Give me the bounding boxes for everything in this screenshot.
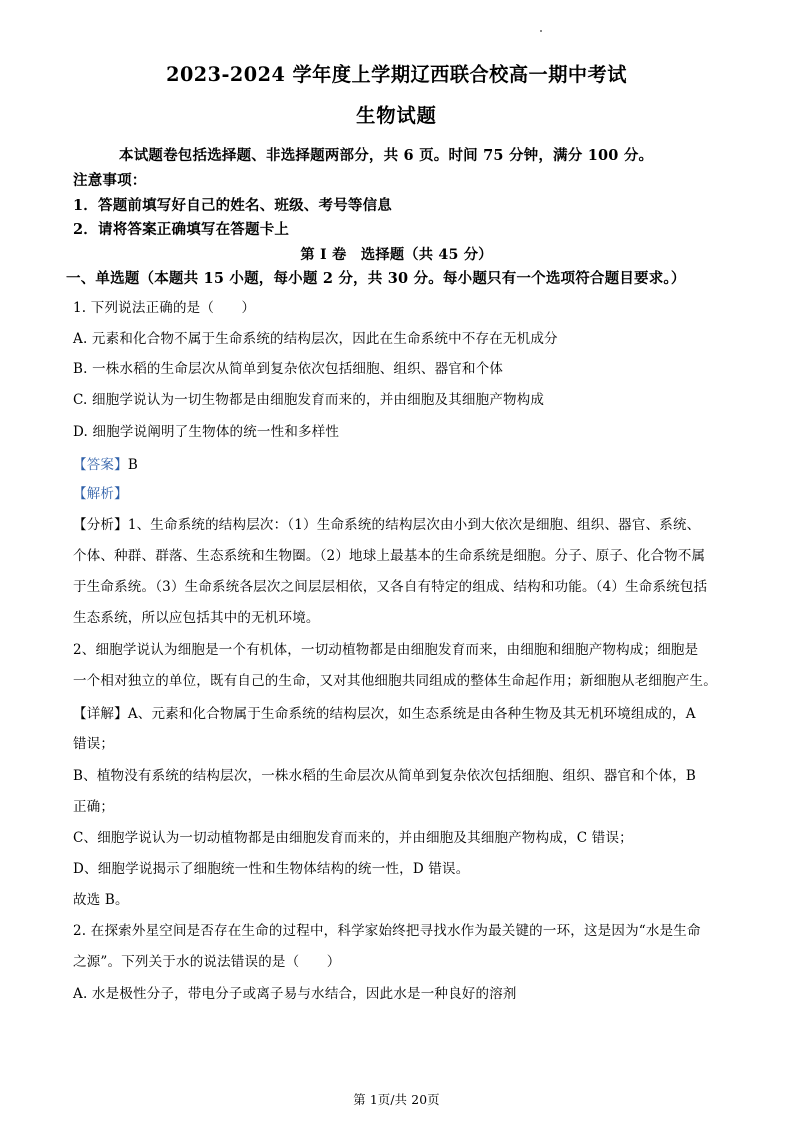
question-1-option-c: C. 细胞学说认为一切生物都是由细胞发育而来的，并由细胞及其细胞产物构成 bbox=[73, 392, 545, 408]
detail-line: B、植物没有系统的结构层次，一株水稻的生命层次从简单到复杂依次包括细胞、组织、器官和个体，B bbox=[73, 768, 697, 784]
page-number: 第 1页/共 20页 bbox=[353, 1093, 440, 1107]
answer-value: B bbox=[127, 457, 138, 473]
answer-line bbox=[73, 456, 138, 474]
analysis-line: 于生命系统。（3）生命系统各层次之间层层相依，又各自有特定的组成、结构和功能。（4）生命系统包括 bbox=[73, 579, 708, 595]
question-1-option-d: D. 细胞学说阐明了生物体的统一性和多样性 bbox=[73, 424, 340, 440]
question-2-stem: 之源”。下列关于水的说法错误的是（ ） bbox=[73, 954, 341, 970]
question-2-option-a: A. 水是极性分子，带电分子或离子易与水结合，因此水是一种良好的溶剂 bbox=[73, 986, 517, 1002]
detail-line: 正确； bbox=[73, 799, 115, 815]
analysis-label: 【分析】 bbox=[73, 517, 128, 533]
detail-line: D、细胞学说揭示了细胞统一性和生物体结构的统一性，D 错误。 bbox=[73, 861, 470, 877]
answer-tag: 【答案】 bbox=[73, 457, 128, 473]
exam-title: 2023-2024 学年度上学期辽西联合校高一期中考试 bbox=[166, 63, 627, 86]
section-title: 第 I 卷 选择题（共 45 分） bbox=[300, 247, 493, 263]
detail-line: 故选 B。 bbox=[73, 892, 129, 908]
exam-intro: 本试题卷包括选择题、非选择题两部分，共 6 页。时间 75 分钟，满分 100 分。 bbox=[119, 147, 654, 164]
note-item: 2．请将答案正确填写在答题卡上 bbox=[73, 221, 290, 238]
detail-line: 【详解】A、元素和化合物属于生命系统的结构层次，如生态系统是由各种生物及其无机环境组成的，A bbox=[73, 706, 696, 722]
question-2-stem: 2. 在探索外星空间是否存在生命的过程中，科学家始终把寻找水作为最关键的一环，这是因为“水是生命 bbox=[73, 923, 701, 939]
part-title: 一、单选题（本题共 15 小题，每小题 2 分，共 30 分。每小题只有一个选项符合题目要求。） bbox=[66, 270, 686, 287]
question-1-option-a: A. 元素和化合物不属于生命系统的结构层次，因此在生命系统中不存在无机成分 bbox=[73, 331, 558, 347]
notes-heading: 注意事项： bbox=[73, 172, 147, 189]
analysis-line: 【分析】1、生命系统的结构层次：（1）生命系统的结构层次由小到大依次是细胞、组织、器官、系统、 bbox=[73, 517, 701, 533]
analysis-line: 个体、种群、群落、生态系统和生物圈。（2）地球上最基本的生命系统是细胞。分子、原子、化合物不属 bbox=[73, 548, 706, 564]
analysis-line: 一个相对独立的单位，既有自己的生命，又对其他细胞共同组成的整体生命起作用；新细胞从老细胞产生。 bbox=[73, 673, 717, 689]
scan-dot bbox=[540, 30, 542, 32]
analysis-line: 2、细胞学说认为细胞是一个有机体，一切动植物都是由细胞发育而来，由细胞和细胞产物构成；细胞是 bbox=[73, 642, 699, 658]
analysis-tag: 【解析】 bbox=[73, 486, 128, 502]
note-item: 1．答题前填写好自己的姓名、班级、考号等信息 bbox=[73, 197, 392, 214]
question-1-option-b: B. 一株水稻的生命层次从简单到复杂依次包括细胞、组织、器官和个体 bbox=[73, 361, 504, 377]
analysis-line: 生态系统，所以应包括其中的无机环境。 bbox=[73, 610, 320, 626]
detail-line: 错误； bbox=[73, 736, 115, 752]
question-1-stem: 1. 下列说法正确的是（ ） bbox=[73, 300, 256, 316]
exam-subject: 生物试题 bbox=[356, 104, 437, 127]
detail-line: C、细胞学说认为一切动植物都是由细胞发育而来的，并由细胞及其细胞产物构成，C 错误； bbox=[73, 830, 633, 846]
detail-label: 【详解】 bbox=[73, 706, 128, 722]
